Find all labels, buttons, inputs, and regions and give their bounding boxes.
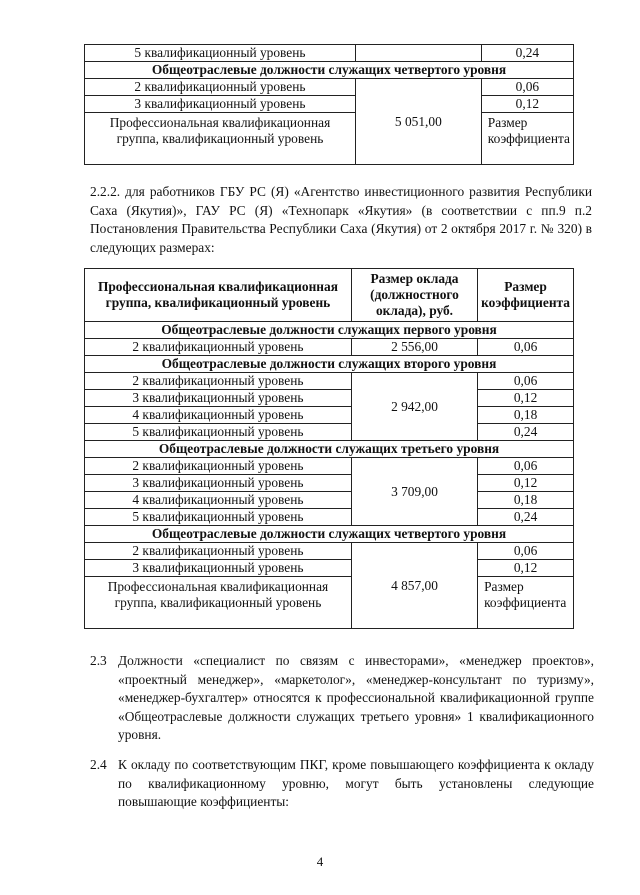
salary-cell: 5 051,00 [355,79,481,165]
table-header-row [85,269,574,322]
group-header: Общеотраслевые должности служащих четвертого уровня [85,62,574,79]
table-continuation [84,44,574,165]
level-cell: 2 квалификационный уровень [85,458,352,475]
table-row [85,424,574,441]
level-cell: 5 квалификационный уровень [85,509,352,526]
coef-cell: 0,24 [478,509,574,526]
salary-cell [355,45,481,62]
level-cell: 2 квалификационный уровень [85,373,352,390]
item-text: К окладу по соответствующим ПКГ, кроме повышающего коэффициента к окладу по квалификационному уровню, могут быть установлены следующие повышающие коэффициенты: [118,757,594,809]
level-cell: 2 квалификационный уровень [85,543,352,560]
header-group: Профессиональная квалификационная группа, квалификационный уровень [85,269,352,322]
group-header: Общеотраслевые должности служащих второго уровня [85,356,574,373]
salary-table [84,268,574,629]
coef-cell: 0,12 [478,390,574,407]
group-header-row [85,322,574,339]
level-cell: 3 квалификационный уровень [85,390,352,407]
level-cell: 5 квалификационный уровень [85,45,356,62]
group-header: Общеотраслевые должности служащих третьего уровня [85,441,574,458]
coef-cell: 0,12 [478,475,574,492]
group-header-row [85,62,574,79]
table-row [85,390,574,407]
table-row [85,492,574,509]
coef-cell: 0,24 [478,424,574,441]
pkg-label-cell: Профессиональная квалификационная группа, квалификационный уровень [85,113,356,165]
coef-cell: 0,06 [478,339,574,356]
group-header: Общеотраслевые должности служащих первого уровня [85,322,574,339]
pkg-coef-cell: Размер коэффициента [478,577,574,629]
table-row [85,407,574,424]
coef-cell: 0,24 [481,45,573,62]
table-row [85,560,574,577]
coef-cell: 0,06 [478,458,574,475]
coef-cell: 0,06 [478,373,574,390]
pkg-coef-cell: Размер коэффициента [481,113,573,165]
table-row [85,96,574,113]
coef-cell: 0,12 [478,560,574,577]
coef-cell: 0,06 [481,79,573,96]
level-cell: 3 квалификационный уровень [85,475,352,492]
salary-cell: 3 709,00 [351,458,477,526]
group-header-row [85,441,574,458]
coef-cell: 0,06 [478,543,574,560]
salary-cell: 2 556,00 [351,339,477,356]
level-cell: 5 квалификационный уровень [85,424,352,441]
level-cell: 3 квалификационный уровень [85,560,352,577]
paragraph-2-2-2: 2.2.2. для работников ГБУ РС (Я) «Агентство инвестиционного развития Республики Саха (Якутия)», ГАУ РС (Я) «Технопарк «Якутия» (в соответствии с пп.9 п.2 Постановления Правительства Республики Саха (Якутия) от 2 октября 2017 г. № 320) в следующих размерах: [90,184,592,255]
salary-cell: 4 857,00 [351,543,477,629]
item-2-4 [90,756,594,816]
level-cell: 2 квалификационный уровень [85,79,356,96]
group-header: Общеотраслевые должности служащих четвертого уровня [85,526,574,543]
group-header-row [85,356,574,373]
table-row [85,458,574,475]
coef-cell: 0,12 [481,96,573,113]
item-number: 2.3 [90,653,107,668]
table-row [85,543,574,560]
table-row [85,577,574,629]
table-row [85,79,574,96]
header-salary: Размер оклада (должностного оклада), руб. [351,269,477,322]
page-number: 4 [316,854,324,869]
table-row [85,113,574,165]
level-cell: 4 квалификационный уровень [85,407,352,424]
level-cell: 3 квалификационный уровень [85,96,356,113]
level-cell: 2 квалификационный уровень [85,339,352,356]
group-header-row [85,526,574,543]
item-text: Должности «специалист по связям с инвесторами», «менеджер проектов», «проектный менеджер», «маркетолог», «менеджер-консультант по туризму», «менеджер-бухгалтер» относятся к профессиональной квалификационной группе «Общеотраслевые должности служащих третьего уровня» 1 квалификационного уровня. [118,653,594,742]
coef-cell: 0,18 [478,492,574,509]
item-number: 2.4 [90,757,107,772]
coef-cell: 0,18 [478,407,574,424]
table-row [85,475,574,492]
item-2-3 [90,652,594,742]
level-cell: 4 квалификационный уровень [85,492,352,509]
table-row [85,373,574,390]
table-row [85,509,574,526]
table-row [85,339,574,356]
salary-cell: 2 942,00 [351,373,477,441]
table-row [85,45,574,62]
pkg-label-cell: Профессиональная квалификационная группа, квалификационный уровень [85,577,352,629]
header-coef: Размер коэффициента [478,269,574,322]
